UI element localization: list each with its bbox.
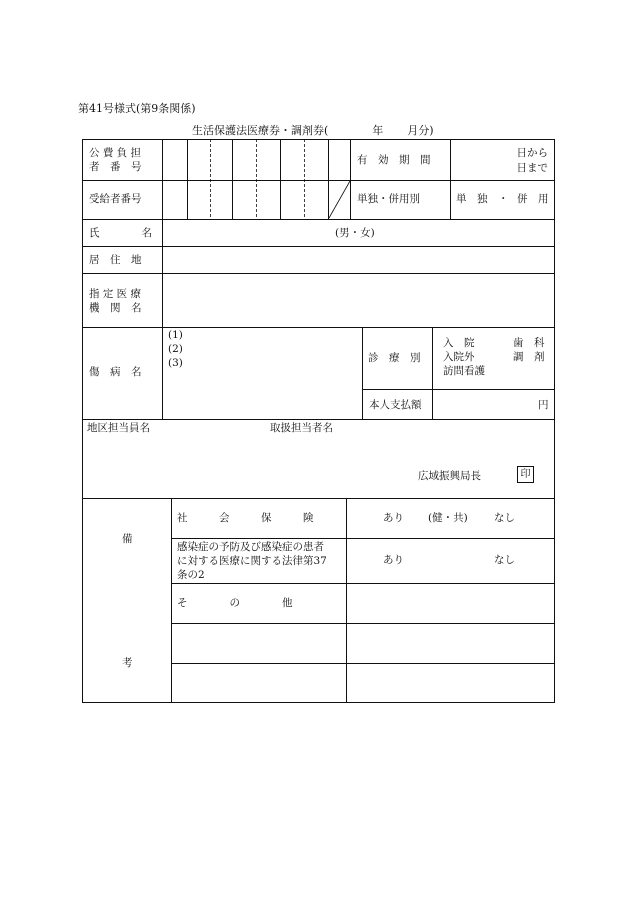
social-insurance-no: なし bbox=[494, 512, 515, 524]
self-pay-label: 本人支払額 bbox=[369, 399, 422, 411]
handling-officer-label: 取扱担当者名 bbox=[270, 422, 333, 434]
combined-option: 併 用 bbox=[517, 193, 549, 205]
dental-option: 歯 科 bbox=[513, 337, 545, 349]
facility-label-2: 機 関 名 bbox=[89, 302, 142, 314]
single-combined-dot: ・ bbox=[498, 193, 509, 205]
social-insurance-yes: あり bbox=[383, 512, 404, 524]
district-officer-label: 地区担当員名 bbox=[87, 422, 150, 434]
diagonal-slash bbox=[329, 181, 350, 218]
gender-field[interactable]: (男・女) bbox=[335, 227, 375, 239]
facility-label-1: 指 定 医 療 bbox=[89, 288, 142, 300]
title-month: 月分) bbox=[407, 124, 434, 137]
title-year: 年 bbox=[372, 124, 384, 137]
home-nursing-option: 訪問看護 bbox=[443, 365, 485, 377]
valid-to: 日まで bbox=[516, 162, 548, 174]
social-insurance-type: (健・共) bbox=[428, 512, 468, 524]
director-label: 広域振興局長 bbox=[418, 470, 481, 482]
yen-unit: 円 bbox=[538, 399, 549, 411]
valid-from: 日から bbox=[516, 147, 548, 159]
single-combined-label: 単独・併用別 bbox=[357, 193, 420, 205]
infection-law-yes: あり bbox=[383, 554, 404, 566]
seal-box: 印 bbox=[517, 466, 534, 483]
remarks-label-bottom: 考 bbox=[122, 657, 133, 669]
dispensing-option: 調 剤 bbox=[513, 351, 545, 363]
injury-item-1[interactable]: (1) bbox=[168, 329, 183, 341]
injury-label: 傷 病 名 bbox=[89, 366, 142, 378]
payer-number-label-1: 公 費 負 担 bbox=[89, 147, 142, 159]
inpatient-option: 入 院 bbox=[443, 337, 475, 349]
outer-border bbox=[83, 140, 555, 703]
infection-law-line-2: に対する医療に関する法律第37 bbox=[177, 555, 327, 567]
remarks-label-top: 備 bbox=[122, 533, 133, 545]
injury-item-2[interactable]: (2) bbox=[168, 343, 183, 355]
single-option: 単 独 bbox=[456, 193, 488, 205]
social-insurance-label: 社 会 保 険 bbox=[177, 512, 314, 524]
recipient-number-label: 受給者番号 bbox=[89, 193, 142, 205]
treatment-type-label: 診 療 別 bbox=[368, 352, 421, 364]
infection-law-no: なし bbox=[494, 554, 515, 566]
infection-law-line-3: 条の2 bbox=[177, 569, 205, 581]
payer-number-label-2: 者 番 号 bbox=[89, 161, 142, 173]
name-label: 氏 名 bbox=[89, 227, 152, 239]
valid-period-label: 有 効 期 間 bbox=[357, 154, 431, 166]
title-prefix: 生活保護法医療券・調剤券( bbox=[192, 124, 329, 137]
infection-law-line-1: 感染症の予防及び感染症の患者 bbox=[177, 541, 324, 553]
outpatient-option: 入院外 bbox=[443, 351, 475, 363]
other-label: そ の 他 bbox=[177, 597, 293, 609]
injury-item-3[interactable]: (3) bbox=[168, 357, 183, 369]
address-label: 居 住 地 bbox=[89, 254, 142, 266]
form-number: 第41号様式(第9条関係) bbox=[78, 102, 196, 115]
